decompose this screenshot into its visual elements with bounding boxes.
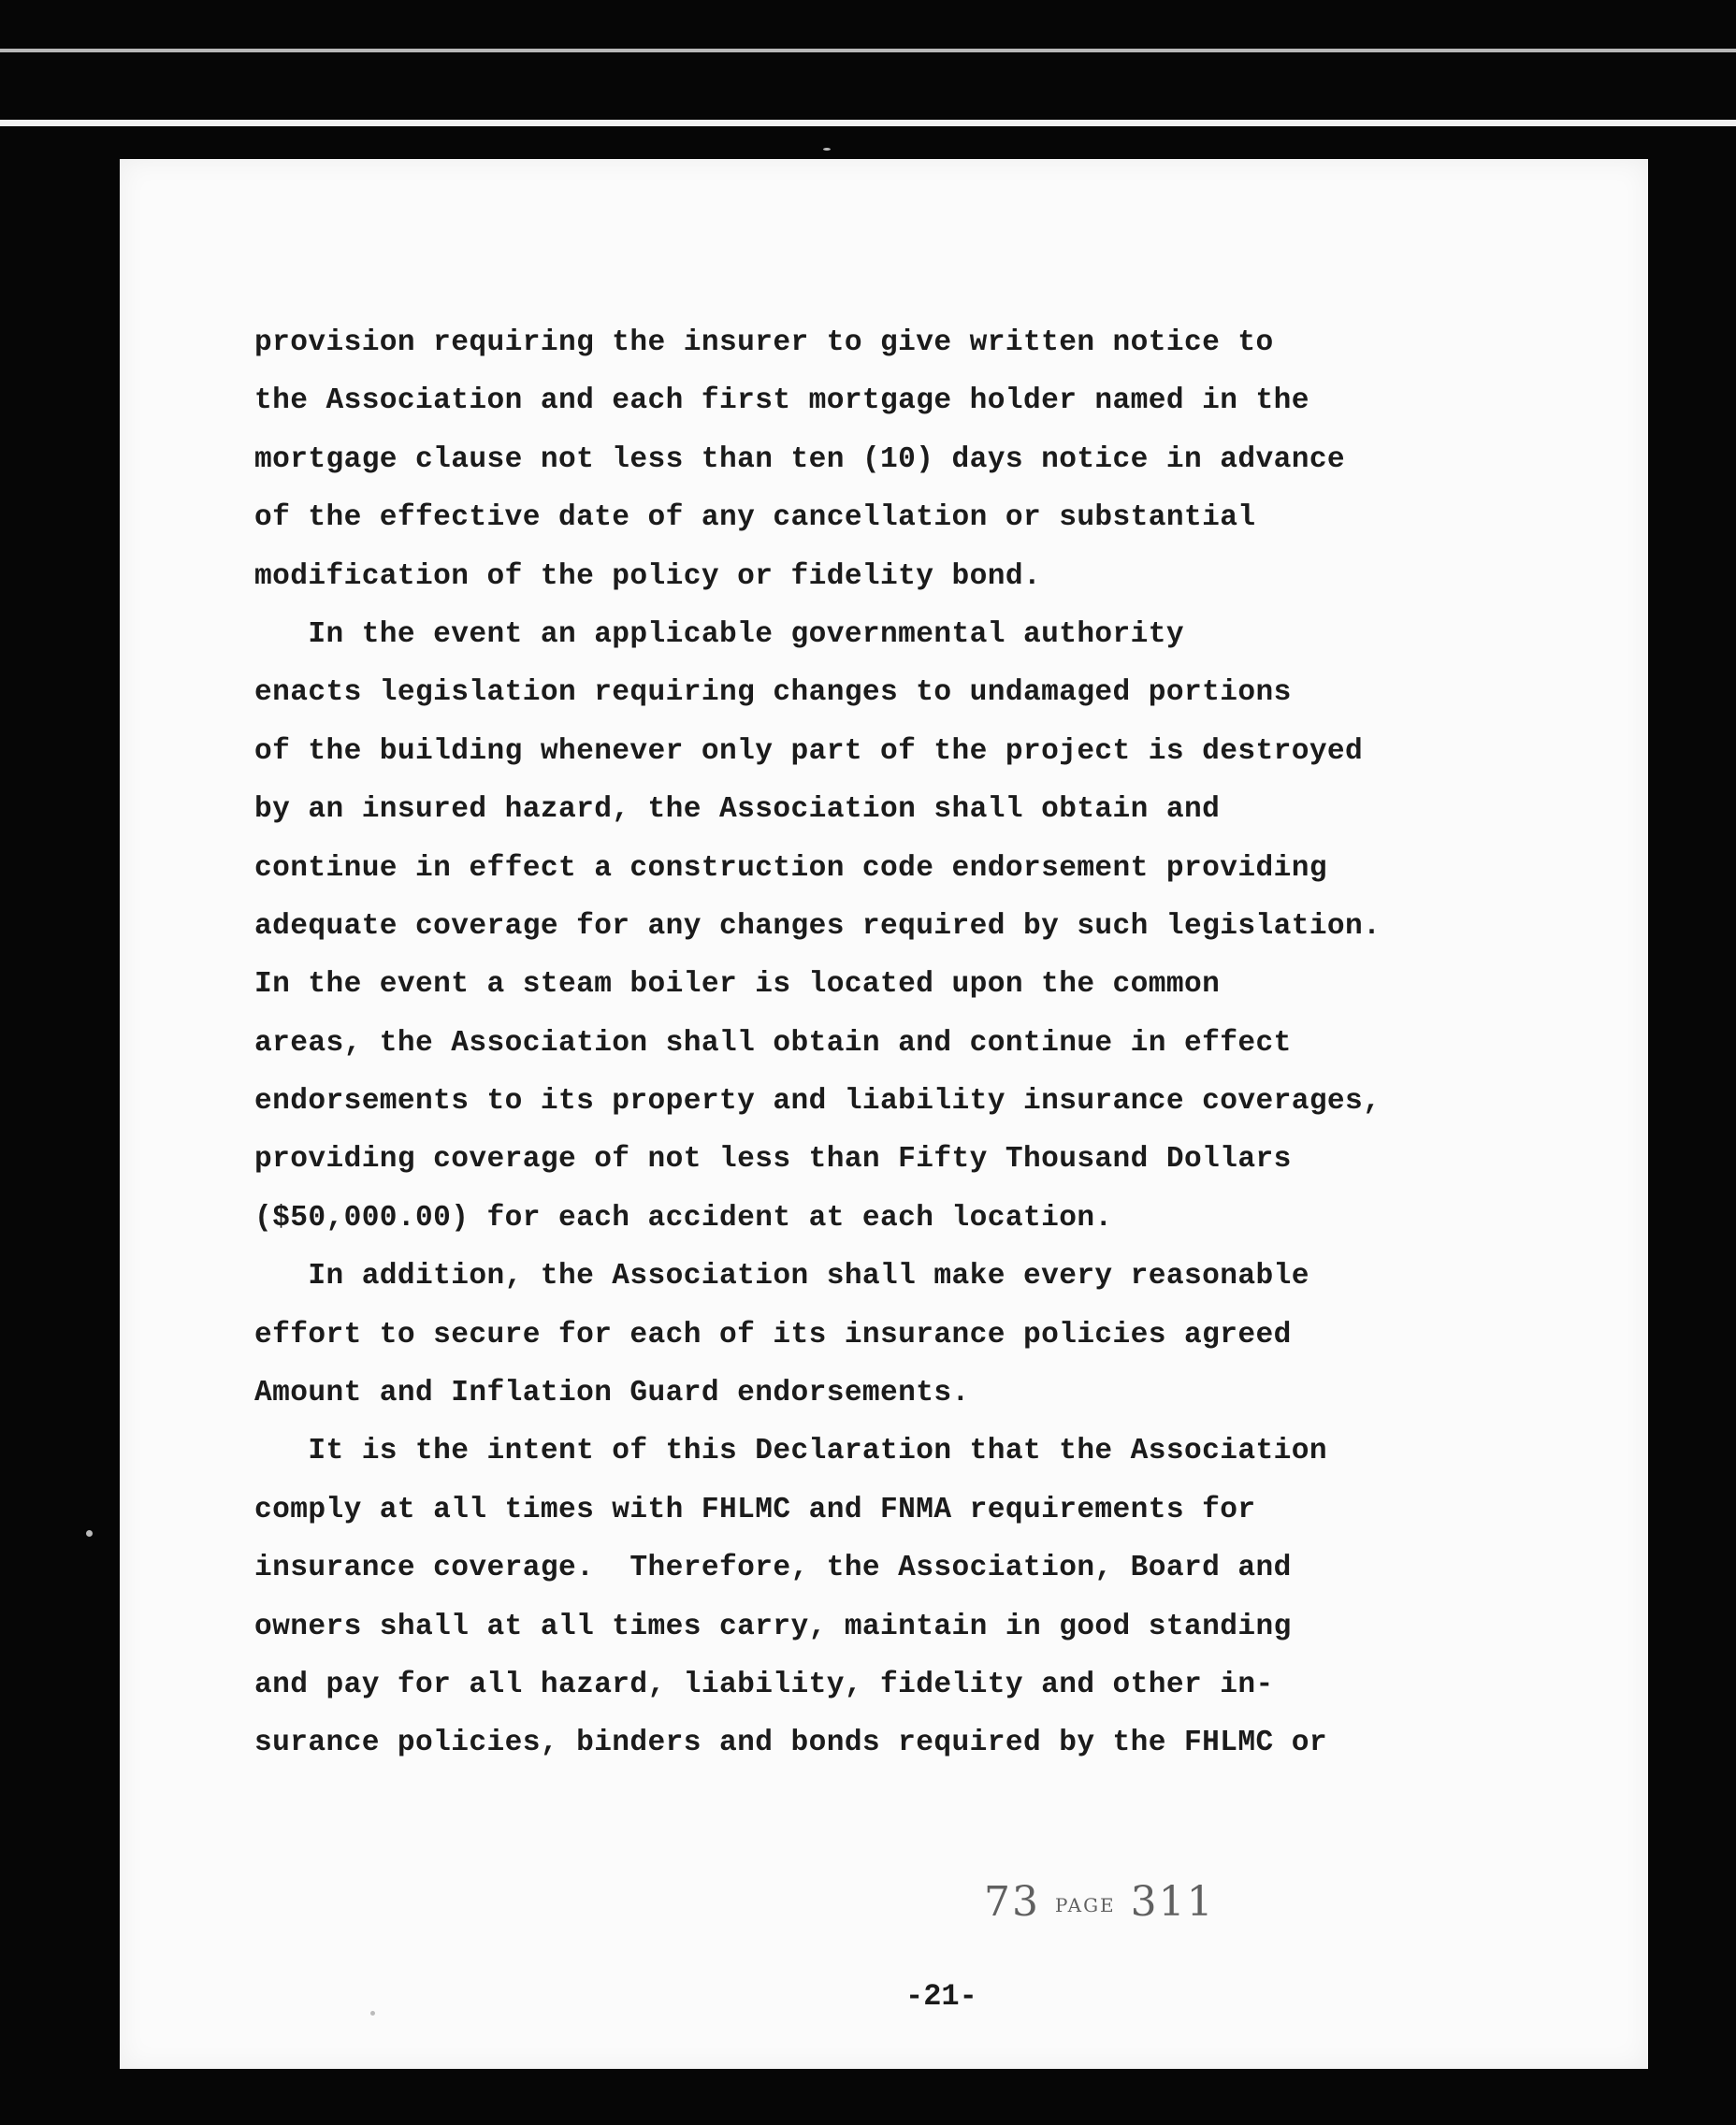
- scan-speck: [86, 1530, 93, 1537]
- recorded-page-number: 311: [1130, 1878, 1215, 1926]
- text-line: of the effective date of any cancellation or substantial: [254, 501, 1256, 535]
- text-line: In the event a steam boiler is located upon the common: [254, 968, 1221, 1002]
- scan-speck: [823, 148, 831, 151]
- text-line: effort to secure for each of its insurance policies agreed: [254, 1318, 1292, 1352]
- text-line: In the event an applicable governmental authority: [254, 617, 1185, 651]
- page-label: PAGE: [1055, 1893, 1116, 1916]
- text-line: continue in effect a construction code endorsement providing: [254, 851, 1327, 885]
- text-line: modification of the policy or fidelity bond.: [254, 559, 1042, 593]
- text-line: It is the intent of this Declaration that the Association: [254, 1435, 1327, 1468]
- text-line: of the building whenever only part of the project is destroyed: [254, 734, 1364, 768]
- text-line: providing coverage of not less than Fifty Thousand Dollars: [254, 1143, 1292, 1177]
- text-line: insurance coverage. Therefore, the Association, Board and: [254, 1552, 1292, 1585]
- text-line: by an insured hazard, the Association shall obtain and: [254, 793, 1221, 827]
- text-line: enacts legislation requiring changes to undamaged portions: [254, 676, 1292, 710]
- book-number: 73: [984, 1878, 1040, 1926]
- text-line: mortgage clause not less than ten (10) days notice in advance: [254, 442, 1346, 476]
- text-line: and pay for all hazard, liability, fidelity and other in-: [254, 1668, 1274, 1701]
- text-line: areas, the Association shall obtain and continue in effect: [254, 1026, 1292, 1060]
- text-line: the Association and each first mortgage holder named in the: [254, 384, 1309, 418]
- document-body: [254, 314, 1526, 1773]
- text-line: surance policies, binders and bonds required by the FHLMC or: [254, 1727, 1327, 1760]
- scan-edge-line-top: [0, 49, 1736, 52]
- text-line: ($50,000.00) for each accident at each location.: [254, 1201, 1113, 1235]
- text-line: provision requiring the insurer to give written notice to: [254, 326, 1274, 359]
- text-line: endorsements to its property and liability insurance coverages,: [254, 1085, 1382, 1119]
- text-line: Amount and Inflation Guard endorsements.: [254, 1377, 970, 1410]
- text-line: comply at all times with FHLMC and FNMA requirements for: [254, 1493, 1256, 1526]
- book-page-stamp: [984, 1878, 1215, 1926]
- text-line: In addition, the Association shall make every reasonable: [254, 1260, 1309, 1294]
- page-number: -21-: [905, 1979, 977, 2014]
- text-line: owners shall at all times carry, maintain in good standing: [254, 1610, 1292, 1643]
- text-line: adequate coverage for any changes required by such legislation.: [254, 909, 1382, 943]
- scan-edge-line-bottom: [0, 120, 1736, 126]
- scan-speck: [370, 2011, 375, 2016]
